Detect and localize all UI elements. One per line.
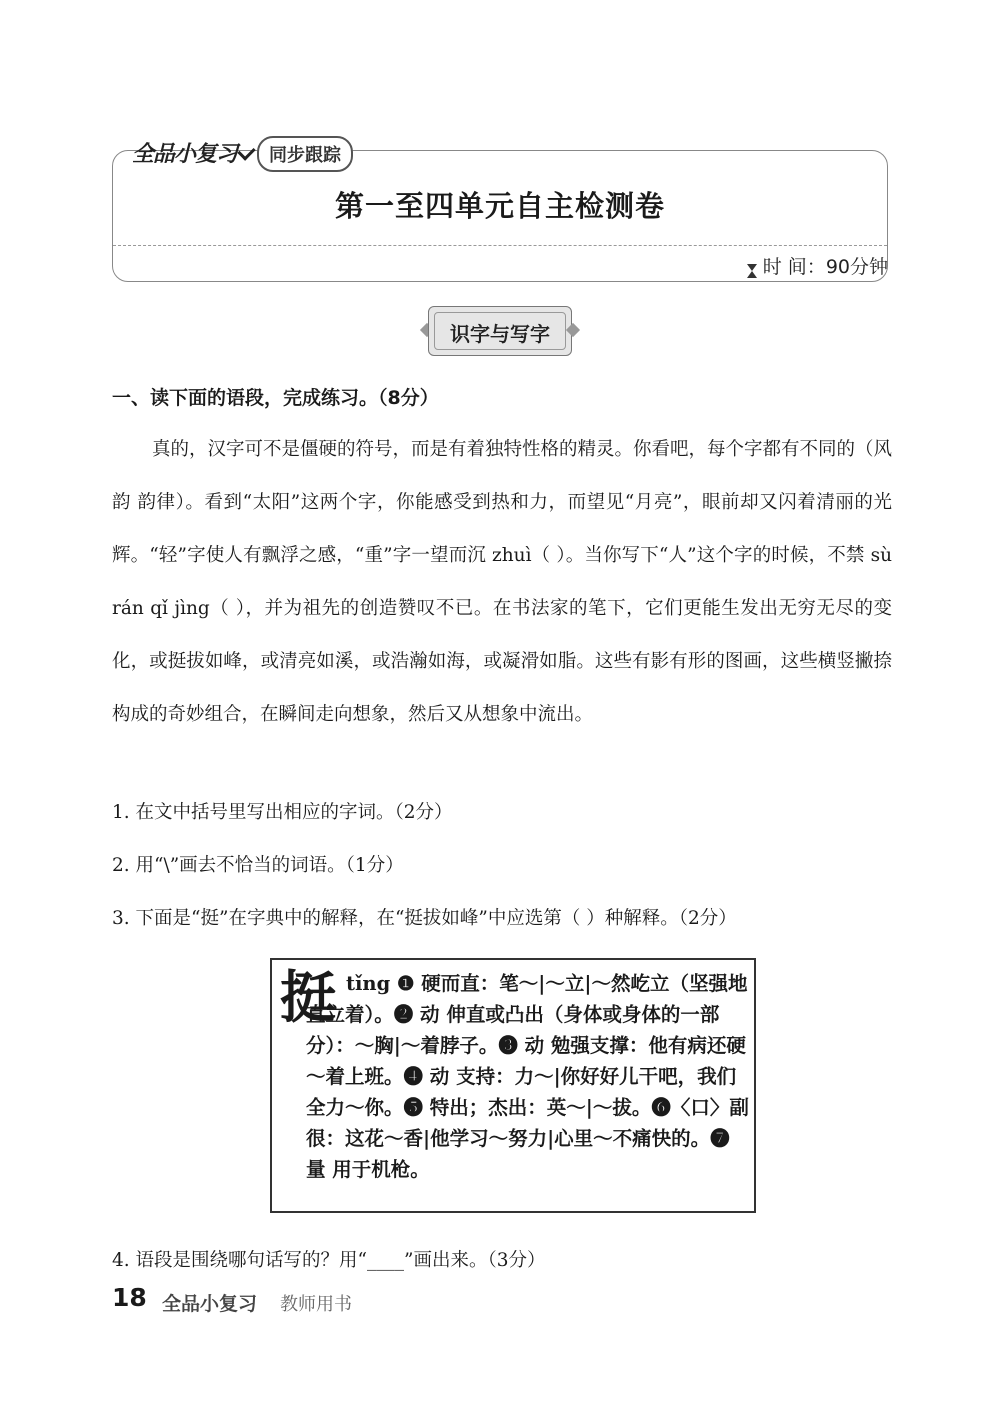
hourglass-icon xyxy=(747,264,757,271)
sub-question-2: 2. 用“\”画去不恰当的词语。（1分） xyxy=(112,855,404,876)
dictionary-entry-box xyxy=(270,958,756,1213)
time-value: 90分钟 xyxy=(825,256,888,278)
time-info xyxy=(747,252,888,279)
dictionary-definition xyxy=(306,968,750,1185)
page-title: 第一至四单元自主检测卷 xyxy=(334,189,665,223)
question-heading: 一、读下面的语段，完成练习。（8分） xyxy=(112,387,439,409)
time-label: 时 间： xyxy=(762,256,826,278)
dictionary-headword: 挺 xyxy=(280,965,336,1031)
footer-brand: 全品小复习 xyxy=(162,1293,258,1315)
section-banner xyxy=(420,306,580,356)
passage-text: 真的，汉字可不是僵硬的符号，而是有着独特性格的精灵。你看吧，每个字都有不同的（风韵 韵律）。看到“太阳”这两个字，你能感受到热和力，而望见“月亮”，眼前却又闪着清丽的光辉。“轻”字使人有飘浮之感，“重”字一望而沉 zhuì（ ）。当你写下“人”这个字的时候，不禁 sù rán qǐ jìng（ ），并为祖先的创造赞叹不已。在书法家的笔下，它们更能生发出无穷无尽的变化，或挺拔如峰，或清亮如溪，或浩瀚如海，或凝滑如脂。这些有影有形的图画，这些横竖撇捺构成的奇妙组合，在瞬间走向想象，然后又从想象中流出。 xyxy=(112,439,893,725)
title-divider xyxy=(113,245,887,246)
sync-tag: 同步跟踪 xyxy=(257,136,353,172)
dictionary-definition-text: tǐng ❶ 硬而直：笔～|～立|～然屹立（坚强地直立着）。❷ 动 伸直或凸出（身体或身体的一部分）：～胸|～着脖子。❸ 动 勉强支撑：他有病还硬～着上班。❹ 动 支持：力～|你好好儿干吧，我们全力～你。❺ 特出；杰出：英～|～拔。❻〈口〉副 很：这花～香|他学习～努力|心里～不痛快的。❼ 量 用于机枪。 xyxy=(306,972,749,1181)
brand-logo xyxy=(132,137,254,168)
sub-question-1: 1. 在文中括号里写出相应的字词。（2分） xyxy=(112,802,453,823)
footer-note: 教师用书 xyxy=(280,1294,352,1315)
check-icon xyxy=(237,142,255,160)
section-title: 识字与写字 xyxy=(450,322,550,346)
passage xyxy=(112,423,892,741)
passage-paragraph xyxy=(112,423,892,741)
sub-question-4: 4. 语段是围绕哪句话写的？用“____”画出来。（3分） xyxy=(112,1250,546,1271)
brand-logo-text: 全品小复习 xyxy=(132,142,238,167)
sub-question-3: 3. 下面是“挺”在字典中的解释，在“挺拔如峰”中应选第（ ）种解释。（2分） xyxy=(112,908,737,929)
page-number: 18 xyxy=(112,1283,147,1312)
